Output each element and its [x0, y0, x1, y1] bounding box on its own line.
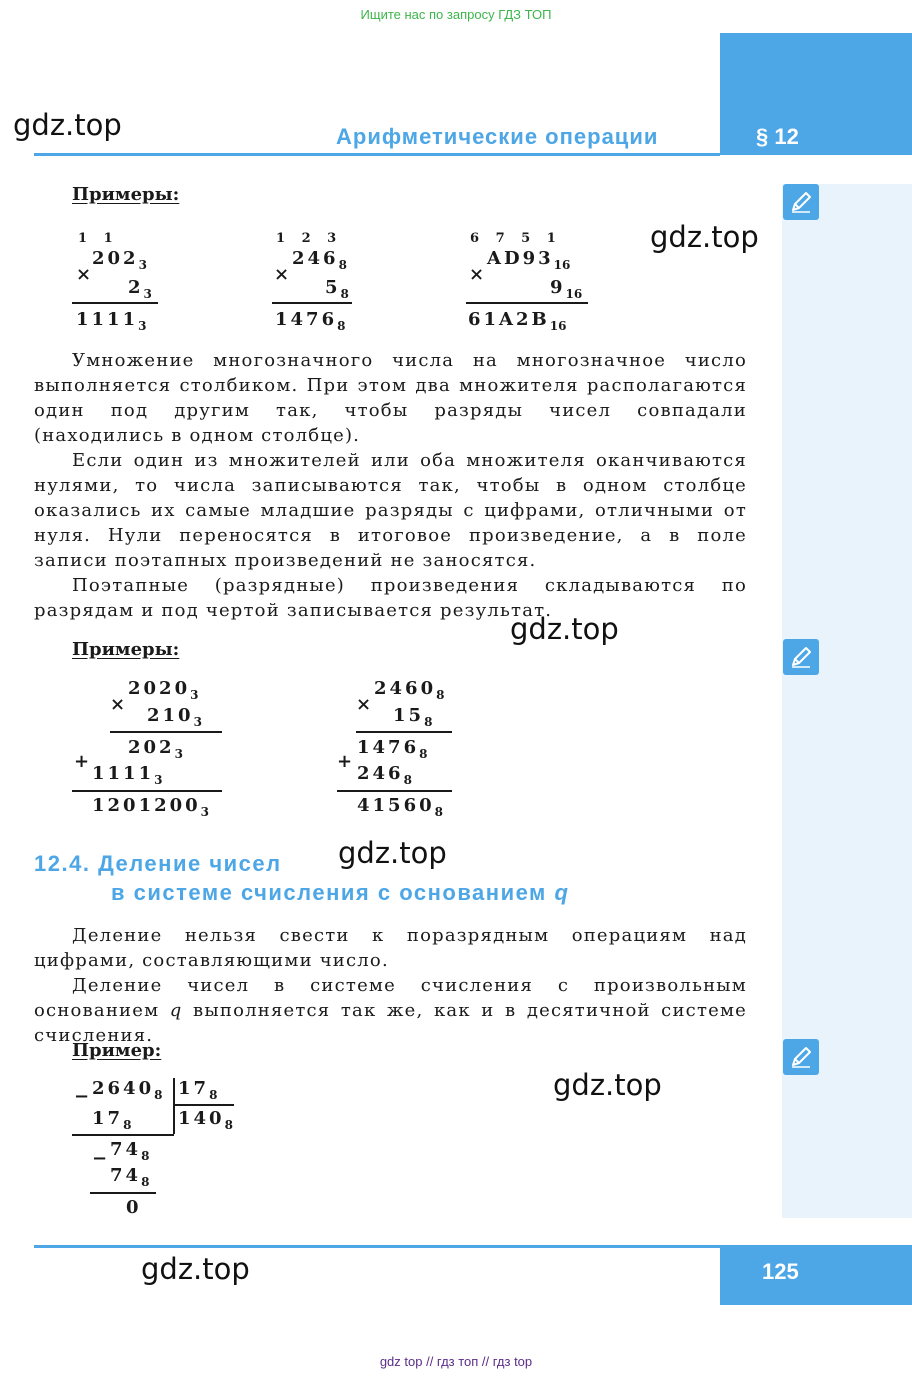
watermark: gdz.top — [141, 1252, 250, 1286]
multiplicand: $2020_3$ — [128, 678, 199, 702]
pencil-icon[interactable] — [783, 184, 819, 220]
plus-sign: + — [74, 751, 90, 772]
times-sign: × — [274, 264, 290, 285]
examples-label: Примеры: — [72, 639, 180, 660]
paragraph-number: § 12 — [756, 124, 799, 149]
bottom-banner[interactable]: gdz top // гдз топ // гдз top — [379, 1354, 533, 1369]
plus-sign: + — [337, 751, 353, 772]
dividend: $2640_8$ — [92, 1078, 163, 1102]
multiplier: $9_{16}$ — [550, 277, 583, 301]
result-line — [72, 302, 158, 304]
multiplicand: $2460_8$ — [374, 678, 445, 702]
multiplicand: $AD93_{16}$ — [487, 248, 571, 272]
remainder-step: $74_8$ — [110, 1139, 150, 1163]
times-sign: × — [469, 264, 485, 285]
carry-digits: 1 1 — [78, 231, 119, 246]
partial-product: $202_3$ — [128, 737, 183, 761]
multiplier: $210_3$ — [147, 705, 202, 729]
watermark: gdz.top — [510, 612, 619, 646]
line — [356, 731, 452, 733]
watermark: gdz.top — [553, 1068, 662, 1102]
product: $1476_8$ — [275, 309, 346, 333]
paragraph: Умножение многозначного числа на многозначное число выполняется столбиком. При этом два множителя располагаются один под другим так, чтобы разряды чисел совпадали (находились в одном столбце). — [34, 350, 747, 446]
result-line — [337, 790, 452, 792]
divisor: $17_8$ — [178, 1078, 218, 1102]
text-block-multiplication — [34, 348, 747, 623]
remainder: 0 — [126, 1197, 142, 1218]
multiplier: $5_8$ — [325, 277, 349, 301]
multiplier: $15_8$ — [393, 705, 433, 729]
partial-product: $1476_8$ — [357, 737, 428, 761]
multiplier: $2_3$ — [128, 277, 152, 301]
times-sign: × — [110, 694, 126, 715]
pencil-icon[interactable] — [783, 1039, 819, 1075]
line — [90, 1192, 156, 1194]
times-sign: × — [76, 264, 92, 285]
watermark: gdz.top — [13, 108, 122, 142]
header-accent-box — [720, 33, 912, 155]
carry-digits: 6 7 5 1 — [470, 231, 562, 246]
header-rule — [34, 153, 720, 156]
quotient: $140_8$ — [178, 1108, 233, 1132]
line — [110, 731, 222, 733]
result-line — [72, 790, 222, 792]
top-banner[interactable]: Ищите нас по запросу ГДЗ ТОП — [360, 7, 552, 22]
partial-product: $246_8$ — [357, 763, 412, 787]
paragraph: Поэтапные (разрядные) произведения складываются по разрядам и под чертой записывается результат. — [34, 575, 747, 621]
page-title: Арифметические операции — [336, 124, 659, 149]
carry-digits: 1 2 3 — [276, 231, 343, 246]
result-line — [466, 302, 588, 304]
subtrahend: $74_8$ — [110, 1165, 150, 1189]
watermark: gdz.top — [650, 220, 759, 254]
page-number: 125 — [762, 1259, 799, 1284]
paragraph: Деление нельзя свести к поразрядным операциям над цифрами, составляющими число. — [34, 925, 747, 971]
product: $41560_8$ — [357, 795, 443, 819]
section-heading-line2: в системе счисления с основанием q — [111, 880, 570, 905]
product: $61A2B_{16}$ — [468, 309, 567, 333]
product: $1111_3$ — [76, 309, 147, 333]
footer-rule — [34, 1245, 720, 1248]
paragraph: Если один из множителей или оба множителя оканчиваются нулями, то числа записываются так, чтобы в одном столбце оказались их самые младшие разряды с цифрами, отличными от нуля. Нули переносятся в итоговое произведение, а в поле записи поэтапных произведений не заносятся. — [34, 450, 747, 571]
watermark: gdz.top — [338, 836, 447, 870]
result-line — [272, 302, 352, 304]
footer-accent-box — [720, 1245, 912, 1305]
multiplicand: $246_8$ — [292, 248, 347, 272]
line — [72, 1134, 174, 1136]
paragraph: Деление чисел в системе счисления с произвольным основанием q выполняется так же, как и в десятичной системе счисления. — [34, 975, 748, 1046]
text-block-division — [34, 923, 747, 1048]
minus-sign: − — [74, 1086, 90, 1107]
examples-label: Примеры: — [72, 184, 180, 205]
times-sign: × — [356, 694, 372, 715]
pencil-icon[interactable] — [783, 639, 819, 675]
division-bar — [173, 1078, 175, 1134]
minus-sign: − — [92, 1148, 108, 1169]
example-label: Пример: — [72, 1040, 162, 1061]
divisor-line — [174, 1104, 234, 1106]
section-heading: 12.4. Деление чисел — [34, 851, 282, 876]
product: $1201200_3$ — [92, 795, 210, 819]
subtrahend: $17_8$ — [92, 1108, 132, 1132]
partial-product: $1111_3$ — [92, 763, 163, 787]
multiplicand: $202_3$ — [92, 248, 147, 272]
